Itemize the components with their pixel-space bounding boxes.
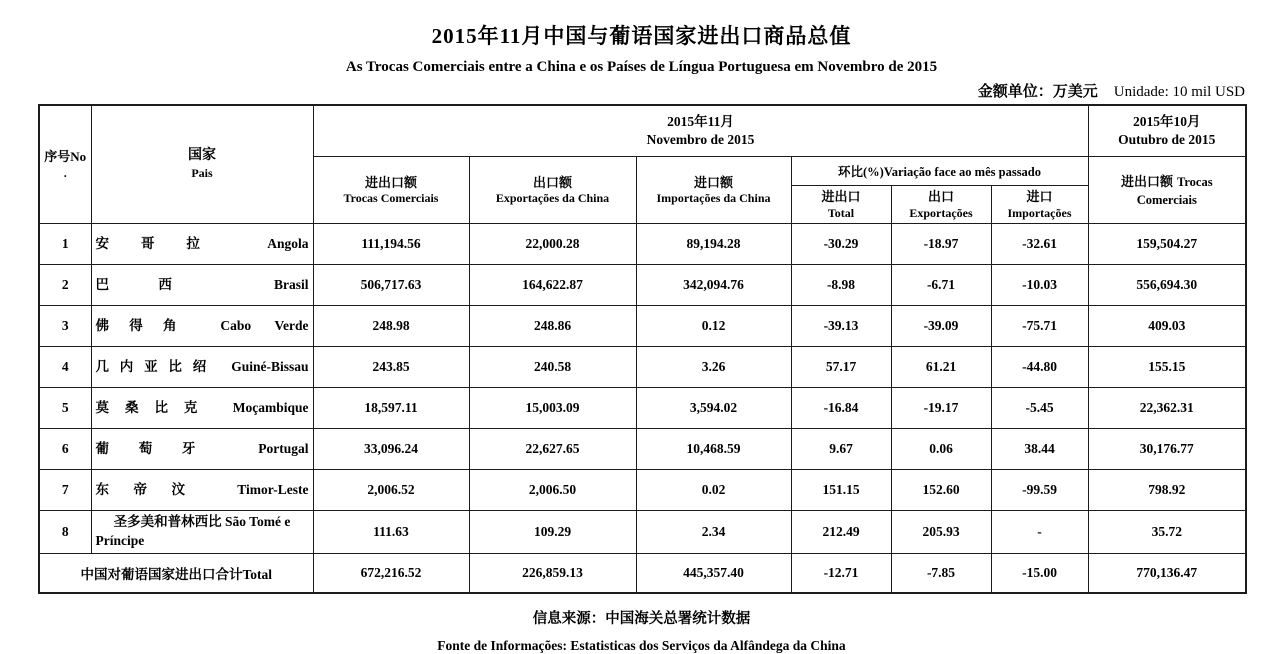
header-import-pt: Importações da China: [656, 191, 771, 206]
trocas-value: 2,006.52: [313, 470, 469, 511]
exports-value: 22,627.65: [469, 429, 636, 470]
total-mom-total-value: -12.71: [791, 553, 891, 593]
header-mom-export-zh: 出口: [927, 189, 954, 204]
mom-imports-value: -99.59: [991, 470, 1088, 511]
country-name-pt: Moçambique: [232, 399, 309, 415]
header-import-zh: 进口额: [693, 174, 733, 190]
imports-value: 0.12: [636, 306, 791, 347]
source-note-pt: Fonte de Informações: Estatisticas dos Serviços da Alfândega da China: [437, 637, 846, 653]
header-oct-trocas-zh: 进出口额: [1120, 174, 1173, 190]
table-body: [39, 224, 1246, 554]
table-row: [39, 470, 1246, 511]
row-number: 4: [39, 347, 91, 388]
row-number: 3: [39, 306, 91, 347]
total-row-label: 中国对葡语国家进出口合计Total: [39, 553, 313, 593]
header-mom-import-pt: Importações: [1007, 205, 1072, 220]
country-name-cell: [91, 265, 313, 306]
imports-value: 342,094.76: [636, 265, 791, 306]
header-oct-zh: 2015年10月: [1133, 114, 1201, 130]
imports-value: 89,194.28: [636, 224, 791, 265]
trocas-value: 248.98: [313, 306, 469, 347]
imports-value: 3,594.02: [636, 388, 791, 429]
table-row: [39, 347, 1246, 388]
country-name-pt: Portugal: [258, 440, 309, 456]
country-name-pt: São Tomé e Príncipe: [95, 514, 291, 549]
trocas-value: 111,194.56: [313, 224, 469, 265]
mom-total-value: 9.67: [791, 429, 891, 470]
row-number: 8: [39, 511, 91, 554]
trocas-value: 111.63: [313, 511, 469, 554]
country-name-pt: Angola: [267, 235, 309, 251]
trocas-value: 18,597.11: [313, 388, 469, 429]
october-value: 35.72: [1088, 511, 1246, 554]
header-country-pt: Pais: [191, 166, 213, 181]
mom-imports-value: -10.03: [991, 265, 1088, 306]
country-name-zh: 佛得角: [95, 317, 197, 333]
october-value: 409.03: [1088, 306, 1246, 347]
mom-exports-value: 205.93: [891, 511, 991, 554]
total-imports-value: 445,357.40: [636, 553, 791, 593]
country-name-zh: 莫桑比克: [95, 399, 214, 415]
header-oct-trocas-pt: Trocas Comerciais: [1136, 175, 1213, 208]
country-name-pt: Cabo Verde: [220, 317, 309, 333]
header-country: [91, 105, 313, 224]
table-row: [39, 265, 1246, 306]
unit-label-zh: 金额单位：万美元: [977, 84, 1098, 100]
row-number: 1: [39, 224, 91, 265]
page-title-pt: As Trocas Comerciais entre a China e os Países de Língua Portuguesa em Novembro de 2015: [345, 59, 938, 75]
mom-imports-value: 38.44: [991, 429, 1088, 470]
header-mom-exports: [891, 186, 991, 224]
imports-value: 0.02: [636, 470, 791, 511]
header-mom-imports: [991, 186, 1088, 224]
header-mom-total: [791, 186, 891, 224]
country-name-zh: 巴西: [95, 276, 222, 292]
header-trocas-pt: Trocas Comerciais: [343, 191, 439, 206]
country-name-cell: [91, 306, 313, 347]
mom-total-value: -30.29: [791, 224, 891, 265]
october-value: 22,362.31: [1088, 388, 1246, 429]
table-header: [39, 105, 1246, 224]
exports-value: 248.86: [469, 306, 636, 347]
country-name-zh: 几内亚比绍: [95, 358, 218, 374]
mom-total-value: -16.84: [791, 388, 891, 429]
header-serial-zh: 序号No: [44, 149, 87, 164]
header-nov-zh: 2015年11月: [667, 114, 734, 130]
country-name-zh: 葡萄牙: [95, 440, 226, 456]
exports-value: 164,622.87: [469, 265, 636, 306]
october-value: 159,504.27: [1088, 224, 1246, 265]
country-name-cell: [91, 224, 313, 265]
header-mom-import-zh: 进口: [1026, 189, 1053, 204]
header-month-on-month: 环比(%)Variação face ao mês passado: [791, 157, 1088, 186]
trocas-value: 33,096.24: [313, 429, 469, 470]
october-value: 798.92: [1088, 470, 1246, 511]
trade-table: [38, 104, 1247, 594]
exports-value: 15,003.09: [469, 388, 636, 429]
october-value: 30,176.77: [1088, 429, 1246, 470]
header-november-2015: [313, 105, 1088, 157]
total-row: [39, 553, 1246, 593]
page-title-zh: 2015年11月中国与葡语国家进出口商品总值: [431, 24, 852, 48]
mom-exports-value: -39.09: [891, 306, 991, 347]
exports-value: 22,000.28: [469, 224, 636, 265]
header-trocas-zh: 进出口额: [364, 174, 417, 190]
header-serial-number: [39, 105, 91, 224]
country-name-cell: [91, 429, 313, 470]
table-row: [39, 511, 1246, 554]
total-october-value: 770,136.47: [1088, 553, 1246, 593]
imports-value: 10,468.59: [636, 429, 791, 470]
header-exports: [469, 157, 636, 224]
row-number: 6: [39, 429, 91, 470]
october-value: 155.15: [1088, 347, 1246, 388]
imports-value: 3.26: [636, 347, 791, 388]
table-row: [39, 388, 1246, 429]
table-footer: [39, 553, 1246, 593]
unit-label-pt: Unidade: 10 mil USD: [1113, 84, 1245, 100]
source-note-zh: 信息来源：中国海关总署统计数据: [532, 610, 751, 627]
mom-imports-value: -75.71: [991, 306, 1088, 347]
mom-total-value: 212.49: [791, 511, 891, 554]
mom-exports-value: -6.71: [891, 265, 991, 306]
header-mom-export-pt: Exportações: [909, 205, 973, 220]
mom-exports-value: -19.17: [891, 388, 991, 429]
country-name-cell: [91, 511, 313, 554]
header-mom-total-pt: Total: [827, 205, 855, 220]
country-name-cell: [91, 470, 313, 511]
header-serial-dot: .: [63, 165, 67, 180]
row-number: 2: [39, 265, 91, 306]
header-export-pt: Exportações da China: [495, 191, 610, 206]
mom-total-value: -8.98: [791, 265, 891, 306]
header-export-zh: 出口额: [532, 174, 572, 190]
mom-exports-value: -18.97: [891, 224, 991, 265]
mom-imports-value: -: [991, 511, 1088, 554]
table-row: [39, 306, 1246, 347]
country-name-pt: Brasil: [274, 276, 309, 292]
total-trocas-value: 672,216.52: [313, 553, 469, 593]
mom-imports-value: -44.80: [991, 347, 1088, 388]
header-october-2015: [1088, 105, 1246, 157]
table-row: [39, 224, 1246, 265]
total-exports-value: 226,859.13: [469, 553, 636, 593]
mom-total-value: 57.17: [791, 347, 891, 388]
country-name-pt: Timor-Leste: [237, 481, 309, 497]
row-number: 5: [39, 388, 91, 429]
mom-total-value: -39.13: [791, 306, 891, 347]
mom-exports-value: 0.06: [891, 429, 991, 470]
october-value: 556,694.30: [1088, 265, 1246, 306]
mom-exports-value: 152.60: [891, 470, 991, 511]
mom-exports-value: 61.21: [891, 347, 991, 388]
header-total-trade: [313, 157, 469, 224]
country-name-zh: 东帝汶: [95, 481, 210, 497]
header-mom-total-zh: 进出口: [821, 189, 861, 204]
trocas-value: 506,717.63: [313, 265, 469, 306]
row-number: 7: [39, 470, 91, 511]
imports-value: 2.34: [636, 511, 791, 554]
total-mom-exports-value: -7.85: [891, 553, 991, 593]
country-name-cell: [91, 347, 313, 388]
exports-value: 2,006.50: [469, 470, 636, 511]
country-name-cell: [91, 388, 313, 429]
country-name-pt: Guiné-Bissau: [231, 358, 309, 374]
header-oct-pt: Outubro de 2015: [1118, 132, 1216, 148]
mom-total-value: 151.15: [791, 470, 891, 511]
mom-imports-value: -5.45: [991, 388, 1088, 429]
header-country-zh: 国家: [188, 148, 216, 164]
trocas-value: 243.85: [313, 347, 469, 388]
country-name-zh: 安哥拉: [95, 235, 232, 251]
total-mom-imports-value: -15.00: [991, 553, 1088, 593]
header-imports: [636, 157, 791, 224]
header-october-total-trade: [1088, 157, 1246, 224]
table-row: [39, 429, 1246, 470]
exports-value: 109.29: [469, 511, 636, 554]
unit-line: [38, 80, 1245, 101]
exports-value: 240.58: [469, 347, 636, 388]
header-nov-pt: Novembro de 2015: [646, 132, 755, 148]
mom-imports-value: -32.61: [991, 224, 1088, 265]
country-name-zh: 圣多美和普林西比: [113, 514, 222, 530]
